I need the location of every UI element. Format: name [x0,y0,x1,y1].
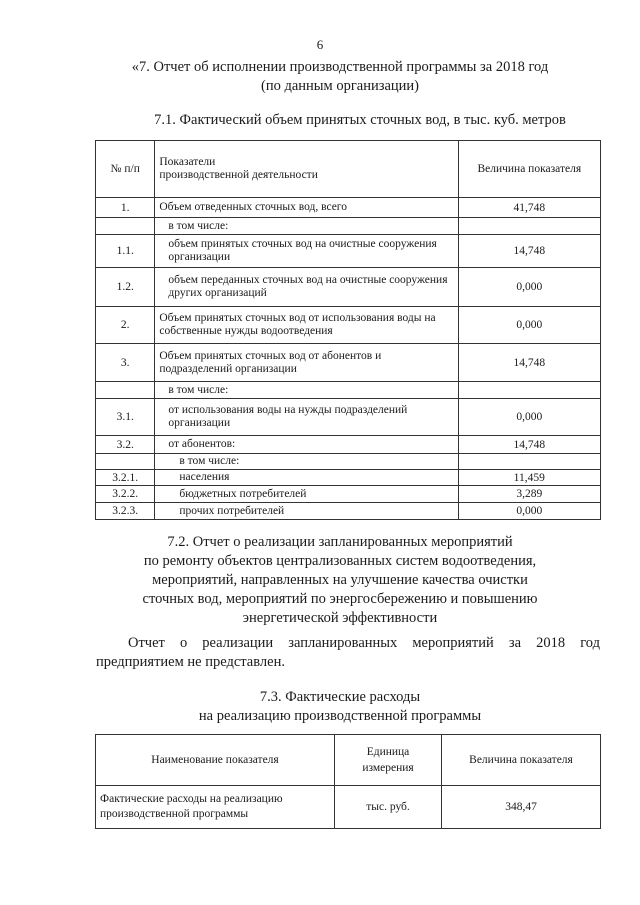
row-indicator: Объем отведенных сточных вод, всего [155,198,458,218]
section-7-heading [20,58,640,96]
row-value [458,218,600,235]
row-indicator: Фактические расходы на реализацию производственной программы [96,786,335,829]
section-7-2-title-line: по ремонту объектов централизованных систем водоотведения, [143,553,537,569]
table-row [96,436,601,454]
wastewater-volume-table [95,140,601,520]
table-row [96,486,601,503]
row-indicator: населения [155,470,458,486]
section-7-1-title: 7.1. Фактический объем принятых сточных вод, в тыс. куб. метров [154,112,566,128]
header-number: № п/п [96,141,155,198]
row-indicator: Объем принятых сточных вод от абонентов и подразделений организации [155,344,458,382]
section-7-2-title-line: мероприятий, направленных на улучшение качества очистки [152,572,528,588]
row-indicator: бюджетных потребителей [155,486,458,503]
header-indicator-line1: Показатели [159,156,216,168]
table-row [96,344,601,382]
table-row [96,268,601,307]
row-value: 0,000 [458,399,600,436]
section-7-3-title: 7.3. Фактические расходы [259,689,421,705]
row-value: 14,748 [458,344,600,382]
report-paragraph-line2: предприятием не представлен. [96,654,285,670]
section-7-3-heading [20,688,640,726]
section-7-2-title-line: 7.2. Отчет о реализации запланированных мероприятий [167,534,513,550]
section-7-title: «7. Отчет об исполнении производственной программы за 2018 год [131,59,549,75]
table-row [96,382,601,399]
row-value: 0,000 [458,503,600,520]
row-value [458,382,600,399]
header-indicator [155,141,458,198]
row-indicator: в том числе: [155,382,458,399]
row-number: 3.2.3. [96,503,155,520]
row-indicator: Объем принятых сточных вод от использования воды на собственные нужды водоотведения [155,307,458,344]
table-header-row [96,735,601,786]
row-indicator: объем переданных сточных вод на очистные сооружения других организаций [155,268,458,307]
page-number: 6 [316,37,324,52]
row-value: 14,748 [458,436,600,454]
row-number: 1.2. [96,268,155,307]
row-number: 3. [96,344,155,382]
row-indicator: от использования воды на нужды подразделений организации [155,399,458,436]
row-number [96,382,155,399]
row-value: 0,000 [458,268,600,307]
row-number [96,454,155,470]
row-value: 41,748 [458,198,600,218]
header-indicator-name: Наименование показателя [96,735,335,786]
row-number: 2. [96,307,155,344]
row-number: 3.2.1. [96,470,155,486]
table-row [96,399,601,436]
row-indicator: от абонентов: [155,436,458,454]
header-unit [335,735,442,786]
row-value: 348,47 [442,786,601,829]
row-number [96,218,155,235]
table-row [96,786,601,829]
header-value: Величина показателя [442,735,601,786]
row-value [458,454,600,470]
table-row [96,503,601,520]
row-value: 11,459 [458,470,600,486]
report-paragraph [96,634,600,672]
row-value: 0,000 [458,307,600,344]
header-value: Величина показателя [458,141,600,198]
row-number: 1. [96,198,155,218]
section-7-2-heading [20,533,640,628]
row-indicator: прочих потребителей [155,503,458,520]
row-value: 14,748 [458,235,600,268]
table-row [96,470,601,486]
header-unit-line2: измерения [362,762,414,774]
table-row [96,198,601,218]
report-paragraph-line1: Отчет о реализации запланированных мероприятий за 2018 год [128,635,600,651]
row-value: 3,289 [458,486,600,503]
table-header-row [96,141,601,198]
row-number: 3.2.2. [96,486,155,503]
section-7-subtitle: (по данным организации) [260,78,419,94]
row-number: 3.2. [96,436,155,454]
table-row [96,218,601,235]
row-indicator: объем принятых сточных вод на очистные сооружения организации [155,235,458,268]
table-row [96,307,601,344]
row-number: 1.1. [96,235,155,268]
table-row [96,454,601,470]
row-number: 3.1. [96,399,155,436]
header-indicator-line2: производственной деятельности [159,169,318,181]
table-row [96,235,601,268]
section-7-3-subtitle: на реализацию производственной программы [198,708,482,724]
expenses-table [95,734,601,829]
section-7-2-title-line: сточных вод, мероприятий по энергосбережению и повышению [142,591,538,607]
header-unit-line1: Единица [366,746,410,758]
row-indicator: в том числе: [155,218,458,235]
section-7-2-title-line: энергетической эффективности [242,610,438,626]
row-indicator: в том числе: [155,454,458,470]
row-unit: тыс. руб. [335,786,442,829]
